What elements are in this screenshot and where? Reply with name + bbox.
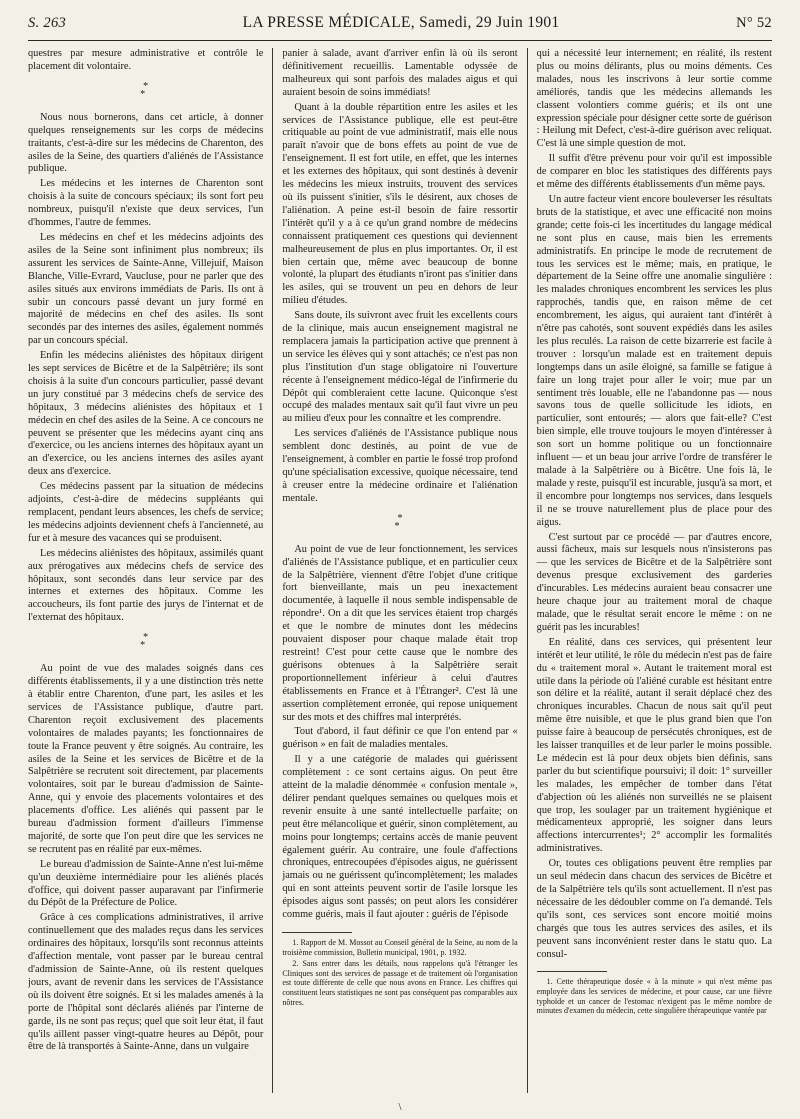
section-separator: * * bbox=[140, 80, 152, 100]
paragraph: C'est surtout par ce procédé — par d'autres encore, aussi fâcheux, mais sur lesquels nous n'insisterons pas — que les services de Bicêtre et de la Salpêtrière sont devenus presque exclusivement des garderies d'incurables. Les médecins auraient beau consacrer une heure chaque jour au traitement moral de chaque malade, que le résultat serait encore le même : on ne guérit pas les incurables! bbox=[536, 531, 772, 633]
paragraph: Les médecins en chef et les médecins adjoints des asiles de la Seine sont infiniment plus nombreux; ils assurent les services de Sainte-Anne, Villejuif, Maison Blanche, Ville-Evrard, Vaucluse, pour ne parler que des asiles situés aux environs immédiats de Paris. Ils ont à subir un concours passé devant un jury formé en majorité de médecins en chef des asiles. Ils sont secondés par des internes des asiles, également nommés par un concours spécial. bbox=[28, 231, 264, 347]
footer-mark: \ bbox=[398, 1101, 402, 1113]
section-separator: * * bbox=[394, 512, 406, 532]
column-2 bbox=[272, 48, 526, 1093]
column-1 bbox=[28, 48, 272, 1093]
journal-title: LA PRESSE MÉDICALE, Samedi, 29 Juin 1901 bbox=[242, 14, 560, 31]
paragraph: Les services d'aliénés de l'Assistance publique nous semblent donc destinés, au point de vue de l'enseignement, à combler en partie le fossé trop profond qu'une spécialisation excessive, quoique nécessaire, tend à creuser entre la médecine ordinaire et l'aliénation mentale. bbox=[282, 428, 518, 504]
paragraph: panier à salade, avant d'arriver enfin là où ils seront définitivement recueillis. Lamentable odyssée de malheureux qui sont parfois des malades aigus et qui auraient besoin de soins immédiats! bbox=[282, 48, 518, 98]
paragraph: Quant à la double répartition entre les asiles et les services de l'Assistance publique, elle est peut-être critiquable au point de vue administratif, mais elle nous paraît n'avoir que de bons effets au point de vue de l'enseignement. Il est fort utile, en effet, que les internes et les externes des hôpitaux, qui sont destinés à devenir les médecins les mieux instruits, trouvent des services où ils puissent s'initier, s'ils le désirent, aux choses de l'aliénation. A peine est-il besoin de faire ressortir l'intérêt qu'il y a à ce qu'un grand nombre de médecins connaissent pratiquement ces questions qui deviennent malheureusement de plus en plus importantes. Or, il est bien certain que, même avec beaucoup de bonne volonté, la plupart des étudiants n'iront pas s'initier dans les asiles, qui se trouvent un peu en dehors de leur milieu d'études. bbox=[282, 101, 518, 307]
paragraph: En réalité, dans ces services, qui présentent leur intérêt et leur utilité, le rôle du médecin n'est pas de faire du « traitement moral ». Autant le traitement moral est utile dans la période où l'aliéné curable est hésitant entre son délire et la réalité, autant il serait déplacé chez des chroniques incurables. Chacun de nous sait qu'il peut même être nuisible, et que le plus grand bien que l'on puisse faire à beaucoup de persécutés chroniques, est de les laisser tranquilles et de leur parler le moins possible. Le médecin est là pour deux objets bien définis, sans parler du but scientifique poursuivi; il doit: 1° surveiller les malades, les empêcher de tomber dans l'état d'abjection où les aliénés non surveillés ne se plaisent que trop, les soulager par un traitement hygiénique et médicamenteux approprié, les soigner dans leurs affections intercurrentes¹; 2° accomplir les formalités administratives. bbox=[536, 636, 772, 855]
paragraph: Le bureau d'admission de Sainte-Anne n'est lui-même qu'un deuxième intermédiaire pour les aliénés placés d'office, qui doivent passer auparavant par l'infirmerie du Dépôt de la Préfecture de Police. bbox=[28, 858, 264, 909]
paragraph: Ces médecins passent par la situation de médecins adjoints, c'est-à-dire de médecins suppléants qui remplacent, pendant leurs absences, les chefs de service; les médecins adjoints deviennent chefs à l'ancienneté, au fur et à mesure des vacances qui se produisent. bbox=[28, 481, 264, 544]
footnote-rule bbox=[537, 971, 607, 972]
paragraph: Or, toutes ces obligations peuvent être remplies par un seul médecin dans chacun des services de Bicêtre et de la Salpêtrière tels qu'ils sont actuellement. Il n'est pas nécessaire de les dédoubler comme on l'a demandé. Tels qu'ils sont, ces services sont encore moitié moins chargés que tous les autres services des asiles, et ils peuvent sans inconvénient rester dans le statu quo. La consul- bbox=[536, 858, 772, 960]
paragraph: Enfin les médecins aliénistes des hôpitaux dirigent les sept services de Bicêtre et de la Salpêtrière; ils sont choisis à la suite d'un concours particulier, passé devant un jury constitué par 3 médecins chefs de service des hôpitaux, 3 médecins aliénistes des hôpitaux et 1 médecin en chef des asiles de la Seine. A ce concours ne peuvent se présenter que les médecins ayant cinq ans d'exercice, ou les anciens internes des hôpitaux ayant un an d'exercice, ou les anciens internes des asiles ayant deux ans d'exercice. bbox=[28, 350, 264, 478]
paragraph: questres par mesure administrative et contrôle le placement dit volontaire. bbox=[28, 48, 264, 72]
paragraph: Les médecins aliénistes des hôpitaux, assimilés quant aux prérogatives aux médecins chefs de service des hôpitaux, sont secondés dans leur service par des internes et externes des hôpitaux. Comme les accoucheurs, ils font partie des jurys de l'internat et de l'externat des hôpitaux. bbox=[28, 547, 264, 624]
page-label: S. 263 bbox=[28, 15, 67, 31]
paragraph: Un autre facteur vient encore bouleverser les résultats bruts de la statistique, et avec une efficacité non moins grande; cette fois-ci les incertitudes du langage médical ne sont plus en cause, mais bien les errements administratifs. En principe le mode de recrutement de tous les services est le même; mais, en pratique, le département de la Seine offre une anomalie singulière : les malades chroniques encombrent les services les plus rapprochés, tandis que, en raison même de cet encombrement, les aigus, qui auraient tant d'intérêt à n'être pas cahotés, sont souvent expédiés dans les asiles les plus reculés. La raison de cette bizarrerie est facile à trouver : lorsqu'un malade est en traitement depuis longtemps dans un asile éloigné, sa famille se fatigue à faire un long trajet pour aller le voir; mue par un sentiment très louable, elle ne l'abandonne pas — nous savons tous de quelle sollicitude les idiots, en particulier, sont entourés; — alors que fait-elle? C'est bien simple, elle trouve toujours le moyen d'intéresser à son sort un homme politique ou un fonctionnaire influent — et un beau jour arrive l'ordre de transférer le malade à la Salpêtrière ou à Bicêtre. Une fois là, le malade y reste, puisqu'il est incurable, jusqu'à sa mort, et il encombre pour longtemps nos services, dans lesquels il ne se trouve naturellement plus de place pour des aigus. bbox=[536, 193, 772, 528]
paragraph: qui a nécessité leur internement; en réalité, ils restent plus ou moins délirants, plus ou moins déments. Ces malades, nous les inscrivons à leur sortie comme améliorés, tandis que les médecins allemands les classent volontiers comme guéris; et ils ont une expression spéciale pour désigner cette sorte de guérison : Heilung mit Defect, c'est-à-dire guérison avec reliquat. C'est là une simple question de mot. bbox=[536, 48, 772, 150]
article-columns bbox=[28, 48, 772, 1093]
header-rule bbox=[28, 40, 772, 41]
footnote: 1. Rapport de M. Mossot au Conseil général de la Seine, au nom de la troisième commission, Bulletin municipal, 1901, p. 1932. bbox=[282, 938, 518, 957]
footnote: 1. Cette thérapeutique dosée « à la minute » qui n'est même pas employée dans les services de médecine, et pour cause, car une fièvre typhoïde et un cancer de l'estomac n'exigent pas le même nombre de minutes d'examen du médecin, cette singulière thérapeutique vantée par bbox=[536, 977, 772, 1016]
footnote-rule bbox=[282, 932, 352, 933]
paragraph: Il suffit d'être prévenu pour voir qu'il est impossible de comparer en bloc les statistiques des différents pays et même des différents établissements d'un même pays. bbox=[536, 153, 772, 191]
issue-number: N° 52 bbox=[736, 15, 772, 31]
paragraph: Nous nous bornerons, dans cet article, à donner quelques renseignements sur les corps de médecins traitants, c'est-à-dire sur les médecins de Charenton, des asiles de la Seine, des quartiers d'aliénés de l'Assistance publique. bbox=[28, 111, 264, 175]
column-3 bbox=[527, 48, 772, 1093]
paragraph: Au point de vue des malades soignés dans ces différents établissements, il y a une distinction très nette à établir entre Charenton, d'une part, les asiles et les services de l'Assistance publique, d'autre part. Charenton reçoit exclusivement des placements volontaires de malades payants; les fonctionnaires de toute la France peuvent y être soignés. Au contraire, les asiles de la Seine et les services de Bicêtre et de la Salpêtrière se recrutent soit directement, par placements volontaires, soit par le bureau d'admission de Sainte-Anne, qui y envoie des placements volontaires et des placements d'office. Les aliénés qui passent par le bureau d'admission forment d'ailleurs l'immense majorité, de sorte que l'on peut dire que les services ne se recrutent pas en réalité par eux-mêmes. bbox=[28, 663, 264, 855]
paragraph: Les médecins et les internes de Charenton sont choisis à la suite de concours spéciaux; ils sont fort peu nombreux, puisqu'il n'existe que deux services, l'un d'hommes, l'autre de femmes. bbox=[28, 178, 264, 229]
paragraph: Au point de vue de leur fonctionnement, les services d'aliénés de l'Assistance publique, et en particulier ceux de la Salpêtrière, viennent d'être l'objet d'une critique fort bienveillante, mais un peu inexactement documentée, à laquelle il nous semble indispensable de répondre¹. On a dit que les services étaient trop chargés et que le nombre de minutes dont les médecins pouvaient disposer pour chaque malade était trop restreint! C'est pour cette cause que le nombre des guérisons obtenues à la Salpêtrière serait proportionnellement inférieur à celui d'autres établissements en France et à l'Étranger². C'est là une assertion complètement erronée, qui repose uniquement sur des mots et des chiffres mal interprétés. bbox=[282, 543, 518, 723]
page-header bbox=[28, 14, 772, 38]
paragraph: Il y a une catégorie de malades qui guérissent complètement : ce sont certains aigus. On peut être atteint de la maladie dénommée « confusion mentale », délirer pendant quelques semaines ou quelques mois et revenir ensuite à une santé intellectuelle parfaite; on peut être mélancolique et guérir, sinon complètement, au moins pour longtemps; certains accès de manie peuvent également guérir. Au contraire, une foule d'affections chroniques, entrecoupées d'épisodes aigus, ne guérissent jamais ou ne guérissent qu'incomplètement; les malades qui en sont atteints peuvent sortir de l'asile lorsque les épisodes aigus sont passés; on peut alors les considérer comme guéris, mais il faut ajouter : guéris de l'épisode bbox=[282, 754, 518, 921]
footnote: 2. Sans entrer dans les détails, nous rappelons qu'à l'étranger les Cliniques sont des services de passage et de traitement où l'organisation est toute différente de celle que nous avons en France. Les chiffres qui constituent leurs statistiques ne sont pas conséquent pas comparables aux nôtres. bbox=[282, 959, 518, 1007]
paragraph: Tout d'abord, il faut définir ce que l'on entend par « guérison » en fait de maladies mentales. bbox=[282, 726, 518, 751]
paragraph: Sans doute, ils suivront avec fruit les excellents cours de la clinique, mais aucun enseignement magistral ne remplacera jamais la participation active que prennent à un service les élèves qui y sont attachés; ce n'est pas non plus l'institution d'un stage obligatoire ni l'ouverture récente à l'enseignement médico-légal de l'infirmerie du Dépôt qui combleraient cette lacune. Quiconque s'est occupé des malades mentaux sait qu'il faut vivre un peu au milieu d'eux pour les connaître et les comprendre. bbox=[282, 310, 518, 425]
paragraph: Grâce à ces complications administratives, il arrive continuellement que des malades reçus dans les services ordinaires des hôpitaux, lorsqu'ils sont reconnus atteints d'affection mentale, vont passer par le bureau central d'admission de Sainte-Anne, où ils restent quelques jours, avant de revenir dans les services de l'Assistance où ils doivent être soignés. Et si les malades amenés à la porte de l'hôpital sont déclarés aliénés par l'interne de garde, ils ne sont pas reçus; quel que soit leur état, il faut qu'ils aillent passer vingt-quatre heures au Dépôt, pour être de là transportés à Sainte-Anne, dans un vulgaire bbox=[28, 912, 264, 1053]
section-separator: * * bbox=[140, 632, 152, 652]
